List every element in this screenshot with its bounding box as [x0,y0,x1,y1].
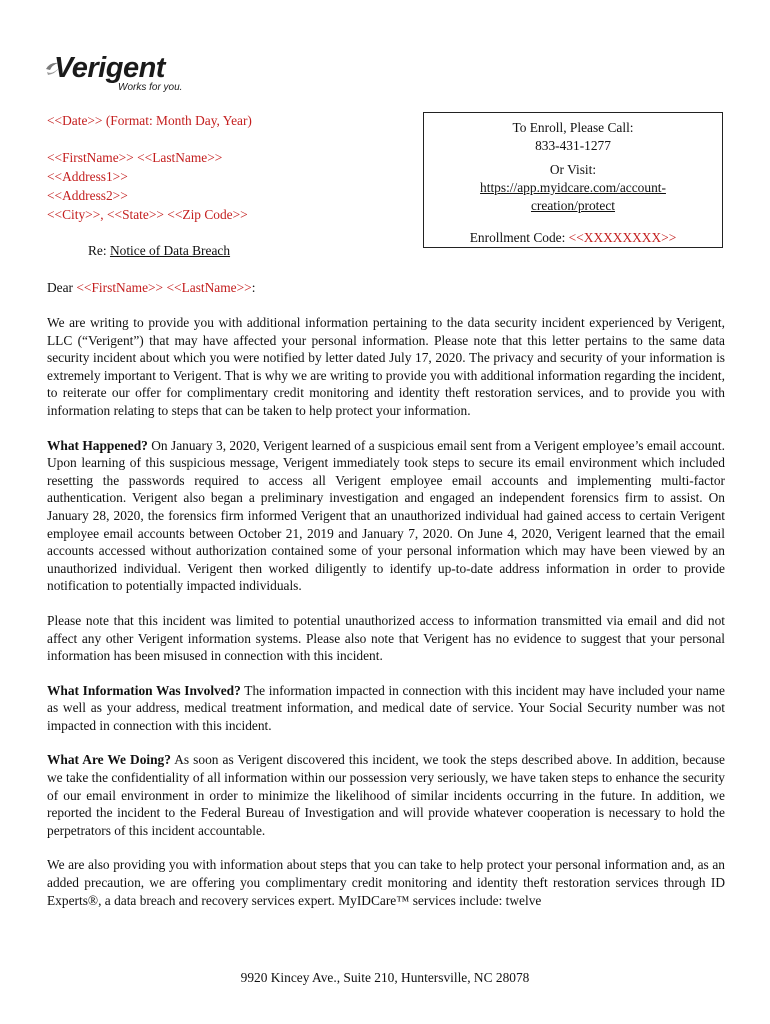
enroll-call-label: To Enroll, Please Call: [512,120,634,135]
logo-wordmark: Verigent [54,52,165,84]
letter-body [47,314,725,926]
re-line [88,242,230,260]
text-info-involved: The information impacted in connection with this incident may have included your name as well as your address, medical treatment information, and medical date of service. Your Social Security number was not impacted in connection with this incident. [47,682,725,733]
paragraph-what-we-do [47,751,725,839]
paragraph-intro: We are writing to provide you with additional information pertaining to the data security incident experienced by Verigent, LLC (“Verigent”) that may have affected your personal information. Please note that this letter pertains to the same data security incident about which you were notified by letter dated July 17, 2020. The privacy and security of your information is extremely important to Verigent. That is why we are writing to provide you with additional information regarding the incident, to reiterate our offer for complimentary credit monitoring and identity theft restoration services, and to provide you with information relating to steps that can be taken to help protect your information. [47,315,725,418]
enroll-code-label: Enrollment Code: [469,230,569,245]
paragraph-scope: Please note that this incident was limited to potential unauthorized access to information transmitted via email and did not affect any other Verigent information systems. Please also note that Verigent has no evidence to suggest that your personal information has been misused in connection with this incident. [47,612,725,664]
recipient-address1: <<Address1>> [47,169,128,184]
enroll-phone: 833-431-1277 [535,138,611,153]
text-what-we-do: As soon as Verigent discovered this incident, we took the steps described above. In addition, because we take the confidentiality of all information within our possession very seriously, we have taken steps to enhance the security of our email environment in order to minimize the likelihood of similar incidents occurring in the future. In addition, we reported the incident to the Federal Bureau of Investigation and will provide whatever cooperation is necessary to hold the perpetrators of this incident accountable. [47,752,725,838]
company-logo [44,52,204,98]
heading-what-we-do: What Are We Doing? [47,752,171,768]
salutation-prefix: Dear [47,280,77,295]
footer-address: 9920 Kincey Ave., Suite 210, Huntersville, NC 28078 [240,970,530,985]
paragraph-info-involved [47,682,725,735]
paragraph-services: We are also providing you with information about steps that you can take to help protect your personal information and, as an added precaution, we are offering you complimentary credit monitoring and identity theft restoration services through ID Experts®, a data breach and recovery services expert. MyIDCare™ services include: twelve [47,857,725,908]
paragraph-what-happened [47,437,725,595]
enroll-url-line2[interactable]: creation/protect [530,198,616,213]
date-field: <<Date>> (Format: Month Day, Year) [47,113,252,128]
heading-info-involved: What Information Was Involved? [47,682,241,698]
salutation-suffix: : [251,280,256,295]
salutation [47,279,255,297]
enroll-visit-label: Or Visit: [549,162,597,177]
salutation-name: <<FirstName>> <<LastName>> [76,280,252,295]
enroll-code-value: <<XXXXXXXX>> [568,230,677,245]
recipient-address2: <<Address2>> [47,188,128,203]
recipient-block [47,111,252,224]
recipient-city-state-zip: <<City>>, <<State>> <<Zip Code>> [47,207,248,222]
heading-what-happened: What Happened? [47,437,148,453]
enrollment-box [423,112,723,248]
enroll-url-line1[interactable]: https://app.myidcare.com/account- [480,180,666,195]
logo-tagline: Works for you. [118,82,183,93]
re-subject: Notice of Data Breach [109,243,231,258]
text-what-happened: On January 3, 2020, Verigent learned of a suspicious email sent from a Verigent employee’s email account. Upon learning of this suspicious message, Verigent immediately took steps to secure its email environment which included resetting the passwords required to access all Verigent employee email accounts and implementing multi-factor authentication. Verigent also began a preliminary investigation and engaged an independent forensics firm to assist. On January 28, 2020, the forensics firm informed Verigent that an unauthorized individual had gained access to certain Verigent employee email accounts between October 21, 2019 and January 7, 2020. On June 4, 2020, Verigent learned that the email accounts accessed without authorization contained some of your personal information which may have been viewed by an unauthorized individual. Verigent then worked diligently to identify up-to-date address information in order to provide notification to potentially impacted individuals. [47,437,726,594]
re-prefix: Re: [88,243,110,258]
enroll-code-line [424,229,722,247]
recipient-name: <<FirstName>> <<LastName>> [47,150,223,165]
